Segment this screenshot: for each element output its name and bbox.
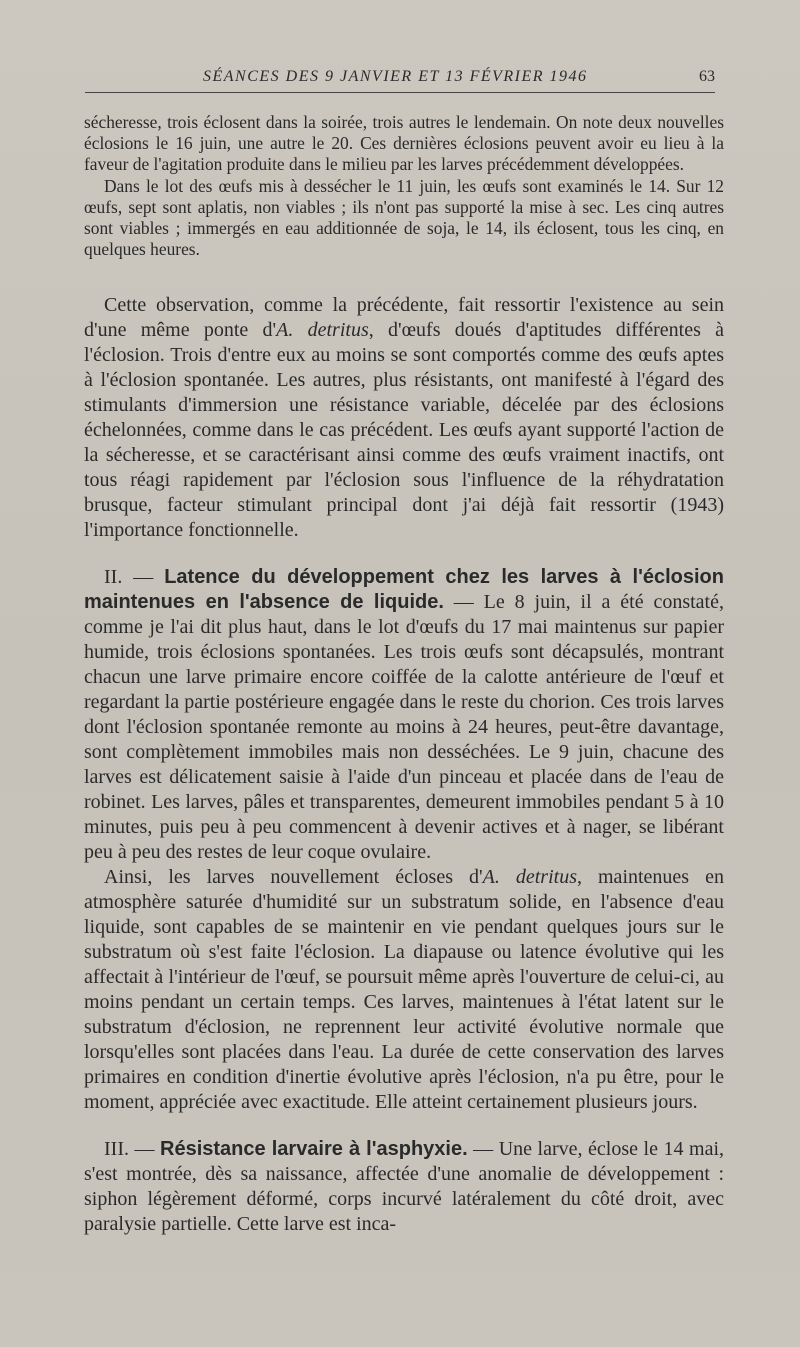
species-name: A. detritus xyxy=(482,866,577,888)
paragraph-observation-rest: , d'œufs doués d'aptitudes différentes à l'éclosion. Trois d'entre eux au moins se sont comportés comme des œufs aptes à l'éclosion spontanée. Les autres, plus résistants, ont manifesté à l'égard des stimulants d'immersion une résistance variable, décelée par des éclosions échelonnées, comme dans le cas précédent. Les œufs ayant supporté l'action de la sécheresse, et se caractérisant ainsi comme des œufs vraiment inactifs, ont tous réagi rapidement par l'éclosion sous l'influence de la réhydratation brusque, facteur stimulant principal dont j'ai déjà fait ressortir (1943) l'importance fonctionnelle. xyxy=(84,319,725,541)
paragraph-conclusion xyxy=(84,865,724,1115)
small-paragraph-2: Dans le lot des œufs mis à dessécher le 11 juin, les œufs sont examinés le 14. Sur 12 œufs, sept sont aplatis, non viables ; ils n'ont pas supporté la mise à sec. Les cinq autres sont viables ; immergés en eau additionnée de soja, le 14, ils éclosent, tous les cinq, en quelques heures. xyxy=(84,175,724,260)
page-number: 63 xyxy=(699,68,715,85)
paragraph-conclusion-start: Ainsi, les larves nouvellement écloses d' xyxy=(104,866,483,888)
section-3-number: III. — xyxy=(104,1138,161,1160)
main-text-block xyxy=(84,293,724,1237)
small-paragraph-1: sécheresse, trois éclosent dans la soirée, trois autres le lendemain. On note deux nouvelles éclosions le 16 juin, une autre le 20. Ces dernières éclosions peuvent avoir eu lieu à la faveur de l'agitation produite dans le milieu par les larves précédemment développées. xyxy=(84,112,724,175)
section-3 xyxy=(84,1137,724,1237)
section-2-heading: Latence du développement chez les larves à l'éclosion maintenues en l'absence de liquide. xyxy=(84,566,724,613)
section-3-heading: Résistance larvaire à l'asphyxie. xyxy=(160,1138,468,1160)
section-2 xyxy=(84,565,724,865)
paragraph-observation-start: Cette observation, comme la précédente, fait ressortir l'existence au sein d'une même ponte d' xyxy=(84,294,724,341)
species-name: A. detritus xyxy=(276,319,369,341)
running-title: SÉANCES DES 9 JANVIER ET 13 FÉVRIER 1946 xyxy=(203,68,588,85)
small-print-block xyxy=(84,112,724,260)
section-2-number: II. — xyxy=(104,566,165,588)
paragraph-conclusion-rest: , maintenues en atmosphère saturée d'humidité sur un substratum solide, en l'absence d'eau liquide, sont capables de se maintenir en vie pendant quelques jours sur le substratum où s'est faite l'éclosion. La diapause ou latence évolutive qui les affectait à l'intérieur de l'œuf, se poursuit même après l'ouverture de celui-ci, au moins pendant un certain temps. Ces larves, maintenues à l'état latent sur le substratum d'éclosion, ne reprennent leur activité évolutive normale que lorsqu'elles sont placées dans l'eau. La durée de cette conservation des larves primaires en condition d'inertie évolutive après l'éclosion, n'a pu être, pour le moment, appréciée avec exactitude. Elle atteint certainement plusieurs jours. xyxy=(84,866,724,1113)
paragraph-observation xyxy=(84,293,724,543)
section-2-body: — Le 8 juin, il a été constaté, comme je l'ai dit plus haut, dans le lot d'œufs du 17 mai maintenus sur papier humide, trois éclosions spontanées. Les trois œufs sont décapsulés, montrant chacun une larve primaire encore coiffée de la calotte antérieure de l'œuf et regardant la partie postérieure engagée dans le reste du chorion. Ces trois larves dont l'éclosion spontanée remonte au moins à 24 heures, peut-être davantage, sont complètement immobiles mais non desséchées. Le 9 juin, chacune des larves est délicatement saisie à l'aide d'un pinceau et placée dans de l'eau de robinet. Les larves, pâles et transparentes, demeurent immobiles pendant 5 à 10 minutes, puis peu à peu commencent à devenir actives et à nager, se libérant peu à peu des restes de leur coque ovulaire. xyxy=(84,591,724,863)
running-head xyxy=(85,64,715,93)
section-3-body: — Une larve, éclose le 14 mai, s'est montrée, dès sa naissance, affectée d'une anomalie de développement : siphon légèrement déformé, corps incurvé latéralement du côté droit, avec paralysie partielle. Cette larve est inca- xyxy=(84,1138,724,1235)
